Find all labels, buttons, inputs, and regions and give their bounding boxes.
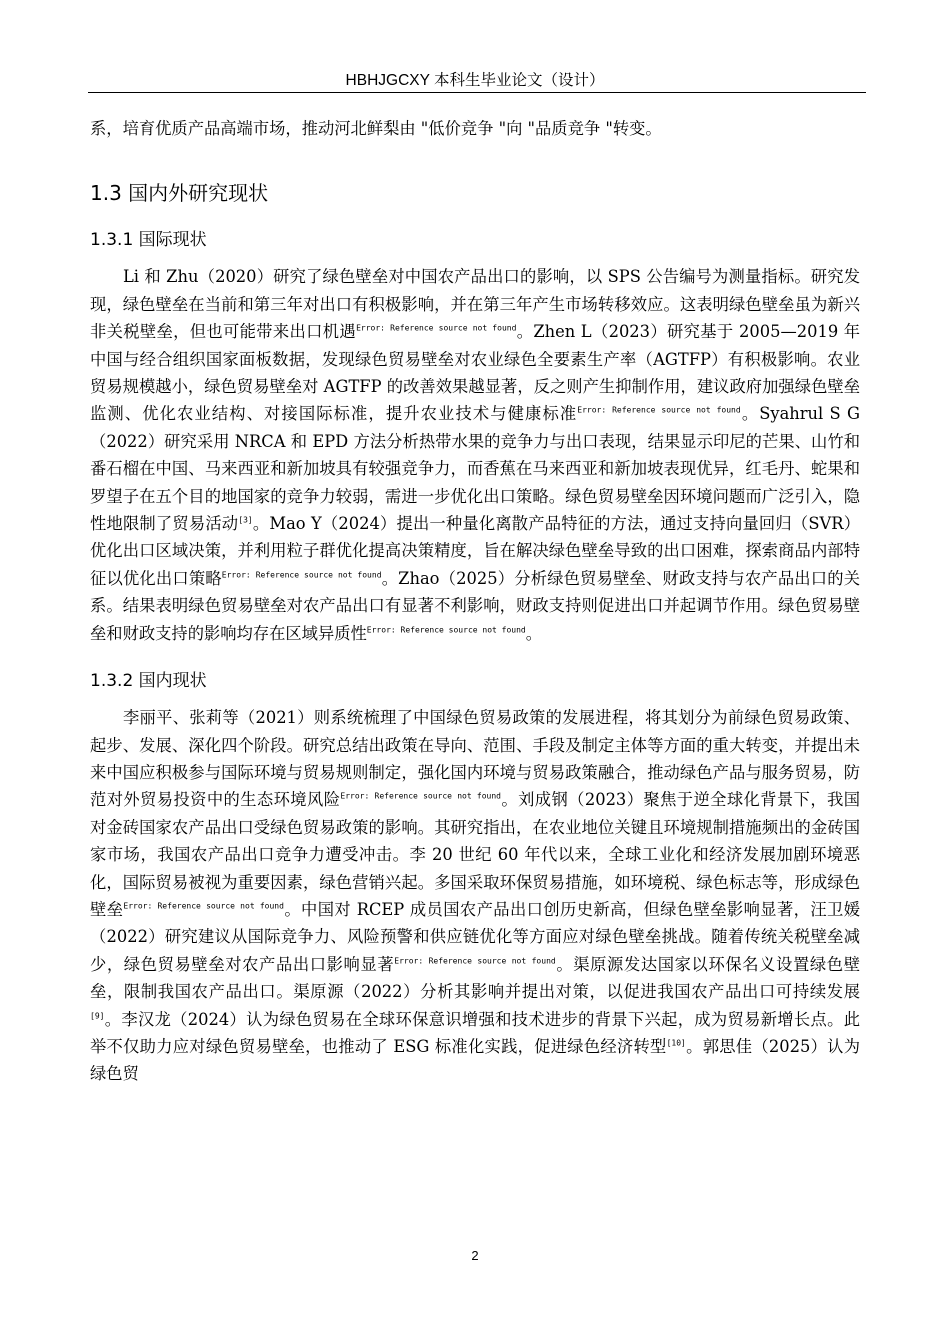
- reference-error: Error: Reference source not found: [577, 406, 741, 416]
- text-run: 。Zhao（2025）分析绿色贸易壁垒、财政支持与农产品出口的关系。结果表明绿色贸易壁垒对农产品出口有显著不利影响，财政支持则促进出口并起调节作用。绿色贸易壁垒和财政支持的影响均存在区域异质性: [90, 568, 860, 643]
- text-run: 。李汉龙（2024）认为绿色贸易在全球环保意识增强和技术进步的背景下兴起，成为贸易新增长点。此举不仅助力应对绿色贸易壁垒，也推动了 ESG 标准化实践，促进绿色经济转型: [90, 1009, 860, 1056]
- text-run: 。刘成钢（2023）聚焦于逆全球化背景下，我国对金砖国家农产品出口受绿色贸易政策的影响。其研究指出，在农业地位关键且环境规制措施频出的金砖国家市场，我国农产品出口竞争力遭受冲击。李 20 世纪 60 年代以来，全球工业化和经济发展加剧环境恶化，国际贸易被视为重要因素，绿色营销兴起。多国采取环保贸易措施，如环境税、绿色标志等，形成绿色壁垒: [90, 790, 860, 919]
- intro-line: 系，培育优质产品高端市场，推动河北鲜梨由 "低价竞争 "向 "品质竞争 "转变。: [90, 119, 662, 138]
- text-run: 。中国对 RCEP 成员国农产品出口创历史新高，但绿色壁垒影响显著，汪卫媛（2022）研究建议从国际竞争力、风险预警和供应链优化等方面应对绿色壁垒挑战。随着传统关税壁垒减少，绿色贸易壁垒对农产品出口影响显著: [90, 899, 860, 974]
- text-run: 。: [525, 623, 543, 643]
- subsection-heading-1-3-1: 1.3.1 国际现状: [90, 230, 207, 251]
- running-header: HBHJGCXY 本科生毕业论文（设计）: [345, 72, 605, 89]
- reference-error: Error: Reference source not found: [366, 625, 526, 635]
- paragraph-international: [90, 263, 860, 647]
- text-run: 。Mao Y（2024）提出一种量化离散产品特征的方法，通过支持向量回归（SVR）优化出口区域决策，并利用粒子群优化提高决策精度，旨在解决绿色壁垒导致的出口困难，探索商品内部特征以优化出口策略: [90, 514, 860, 588]
- text-run: 。渠原源发达国家以环保名义设置绿色壁垒，限制我国农产品出口。渠原源（2022）分析其影响并提出对策，以促进我国农产品出口可持续发展: [90, 954, 860, 1002]
- citation: [10]: [666, 1038, 686, 1048]
- reference-error: Error: Reference source not found: [356, 323, 517, 333]
- reference-error: Error: Reference source not found: [394, 956, 556, 966]
- text-run: 李丽平、张莉等（2021）则系统梳理了中国绿色贸易政策的发展进程，将其划分为前绿色贸易政策、起步、发展、深化四个阶段。研究总结出政策在导向、范围、手段及制定主体等方面的重大转变，并提出未来中国应积极参与国际环境与贸易规则制定，强化国内环境与贸易政策融合，推动绿色产品与服务贸易，防范对外贸易投资中的生态环境风险: [90, 708, 860, 810]
- text-run: Li 和 Zhu（2020）研究了绿色壁垒对中国农产品出口的影响，以 SPS 公告编号为测量指标。研究发现，绿色壁垒在当前和第三年对出口有积极影响，并在第三年产生市场转移效应。这表明绿色壁垒虽为新兴非关税壁垒，但也可能带来出口机遇: [90, 267, 860, 342]
- paragraph-domestic: [90, 704, 860, 1088]
- text-run: 。Syahrul S G（2022）研究采用 NRCA 和 EPD 方法分析热带水果的竞争力与出口表现，结果显示印尼的芒果、山竹和番石榴在中国、马来西亚和新加坡具有较强竞争力，而香蕉在马来西亚和新加坡表现优异，红毛丹、蛇果和罗望子在五个目的地国家的竞争力较弱，需进一步优化出口策略。绿色贸易壁垒因环境问题而广泛引入，隐性地限制了贸易活动: [90, 404, 860, 534]
- reference-error: Error: Reference source not found: [221, 570, 382, 580]
- page-content: [90, 115, 860, 1088]
- citation: [9]: [90, 1011, 105, 1021]
- header-rule: [88, 92, 866, 93]
- text-run: 。Zhen L（2023）研究基于 2005—2019 年中国与经合组织国家面板数据，发现绿色贸易壁垒对农业绿色全要素生产率（AGTFP）有积极影响。农业贸易规模越小，绿色贸易壁垒对 AGTFP 的改善效果越显著，反之则产生抑制作用，建议政府加强绿色壁垒监测、优化农业结构、对接国际标准，提升农业技术与健康标准: [90, 322, 860, 424]
- text-run: 。郭思佳（2025）认为绿色贸: [90, 1036, 860, 1084]
- reference-error: Error: Reference source not found: [340, 791, 501, 801]
- page-number: 2: [471, 1248, 479, 1263]
- section-heading-1-3: 1.3 国内外研究现状: [90, 181, 269, 206]
- reference-error: Error: Reference source not found: [123, 901, 284, 911]
- citation: [3]: [238, 515, 253, 525]
- subsection-heading-1-3-2: 1.3.2 国内现状: [90, 671, 207, 692]
